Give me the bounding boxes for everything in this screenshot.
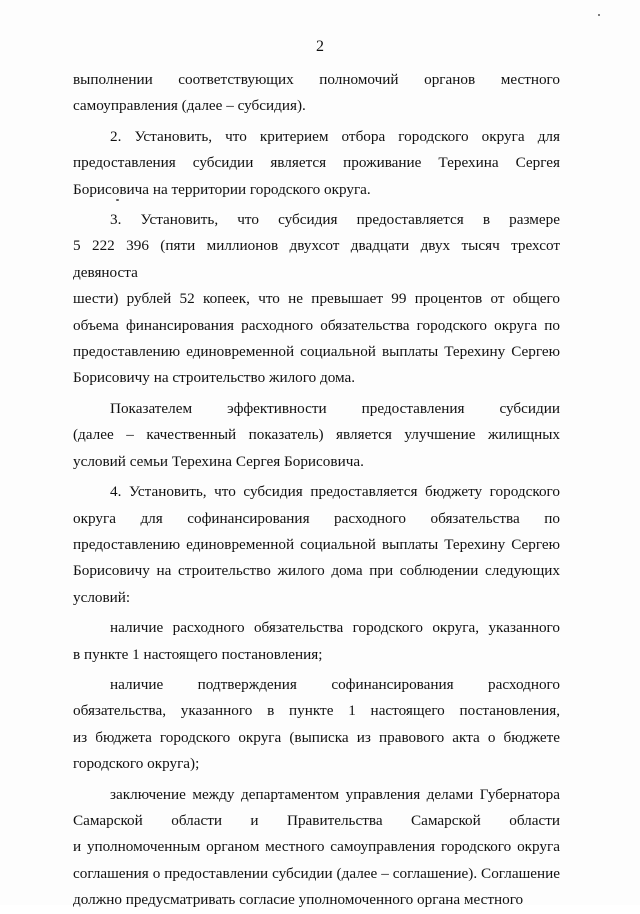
paragraph-line: и уполномоченным органом местного самоуправления городского округа	[73, 838, 560, 856]
condition-agreement	[73, 782, 560, 914]
paragraph-line: (далее – качественный показатель) является улучшение жилищных	[73, 426, 560, 444]
paragraph-line: самоуправления (далее – субсидия).	[73, 97, 306, 115]
paragraph-line: Самарской области и Правительства Самарской области	[73, 811, 560, 829]
paragraph-line: объема финансирования расходного обязательства городского округа по	[73, 316, 560, 334]
scan-speck	[116, 199, 119, 201]
document-body	[73, 67, 560, 914]
paragraph-line: 4. Установить, что субсидия предоставляется бюджету городского	[110, 483, 560, 501]
paragraph-line: Борисовича на территории городского округа.	[73, 180, 371, 198]
paragraph-line: наличие расходного обязательства городского округа, указанного	[110, 619, 560, 637]
condition-obligation	[73, 615, 560, 668]
paragraph-line: в пункте 1 настоящего постановления;	[73, 645, 323, 663]
paragraph-2	[73, 124, 560, 203]
condition-cofinancing	[73, 672, 560, 778]
paragraph-line: предоставлению единовременной социальной выплаты Терехину Сергею	[73, 535, 560, 553]
paragraph-line: шести) рублей 52 копеек, что не превышает 99 процентов от общего	[73, 290, 560, 308]
paragraph-line: обязательства, указанного в пункте 1 настоящего постановления,	[73, 702, 560, 720]
paragraph-4	[73, 479, 560, 611]
paragraph-line: 3. Установить, что субсидия предоставляется в размере	[110, 211, 560, 229]
paragraph-line: Борисовичу на строительство жилого дома при соблюдении следующих	[73, 562, 560, 580]
paragraph-line: предоставления субсидии является проживание Терехина Сергея	[73, 154, 560, 172]
paragraph-line: заключение между департаментом управления делами Губернатора	[110, 785, 560, 803]
page-number: 2	[316, 38, 324, 55]
paragraph-3	[73, 207, 560, 392]
paragraph-line: соглашения о предоставлении субсидии (далее – соглашение). Соглашение	[73, 864, 560, 882]
paragraph-line: наличие подтверждения софинансирования расходного	[110, 675, 560, 693]
paragraph-line: 5 222 396 (пяти миллионов двухсот двадцати двух тысяч трехсот девяноста	[73, 237, 560, 281]
paragraph-line: 2. Установить, что критерием отбора городского округа для	[110, 127, 560, 145]
paragraph-line: условий:	[73, 588, 131, 606]
paragraph-line: условий семьи Терехина Сергея Борисовича.	[73, 452, 364, 470]
paragraph-line: предоставлению единовременной социальной выплаты Терехину Сергею	[73, 343, 560, 361]
scan-speck	[598, 14, 600, 16]
paragraph-line: из бюджета городского округа (выписка из правового акта о бюджете	[73, 728, 560, 746]
paragraph-line: Борисовичу на строительство жилого дома.	[73, 369, 356, 387]
paragraph-line: выполнении соответствующих полномочий органов местного	[73, 71, 560, 88]
paragraph-line: округа для софинансирования расходного обязательства по	[73, 509, 560, 527]
paragraph-1	[73, 67, 560, 120]
paragraph-line: Показателем эффективности предоставления субсидии	[110, 399, 560, 417]
paragraph-line: городского округа);	[73, 755, 200, 773]
paragraph-indicator	[73, 396, 560, 475]
paragraph-line: должно предусматривать согласие уполномоченного органа местного	[73, 891, 524, 909]
